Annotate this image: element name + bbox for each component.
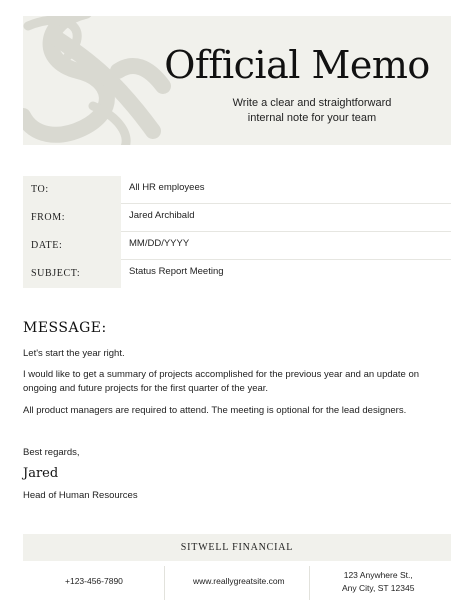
memo-header bbox=[23, 16, 451, 145]
signature-role: Head of Human Resources bbox=[23, 490, 138, 501]
footer-divider bbox=[309, 566, 310, 600]
phone-number: +123-456-7890 bbox=[65, 576, 123, 586]
info-row-to bbox=[23, 176, 451, 204]
footer-divider bbox=[164, 566, 165, 600]
address-line-2: Any City, ST 12345 bbox=[342, 583, 415, 593]
info-label: DATE: bbox=[23, 232, 121, 260]
memo-title: Official Memo bbox=[164, 43, 430, 87]
subtitle-line-1: Write a clear and straightforward bbox=[232, 97, 392, 109]
memo-info-table bbox=[23, 176, 451, 288]
message-paragraph-3: All product managers are required to attend. The meeting is optional for the lead designers. bbox=[23, 405, 407, 416]
message-paragraph-2: I would like to get a summary of projects accomplished for the previous year and an update on ongoing and future projects for the first quarter of the year. bbox=[23, 369, 420, 394]
info-value: MM/DD/YYYY bbox=[121, 232, 451, 260]
closing: Best regards, bbox=[23, 447, 80, 458]
memo-subtitle bbox=[173, 96, 451, 126]
message-heading: MESSAGE: bbox=[23, 320, 107, 336]
info-row-date bbox=[23, 232, 451, 260]
website-link[interactable]: www.reallygreatsite.com bbox=[193, 576, 285, 586]
info-value: All HR employees bbox=[121, 176, 451, 204]
info-value: Status Report Meeting bbox=[129, 266, 224, 277]
info-value: Jared Archibald bbox=[121, 204, 451, 232]
subtitle-line-2: internal note for your team bbox=[247, 112, 377, 124]
address bbox=[342, 569, 414, 595]
message-paragraph-1: Let's start the year right. bbox=[23, 348, 125, 359]
contact-footer bbox=[23, 566, 451, 600]
address-line-1: 123 Anywhere St., bbox=[343, 570, 413, 580]
info-label: SUBJECT: bbox=[23, 260, 121, 288]
info-row-subject bbox=[23, 260, 451, 288]
company-name: SITWELL FINANCIAL bbox=[23, 534, 451, 561]
signature-name: Jared bbox=[23, 466, 59, 481]
info-row-from bbox=[23, 204, 451, 232]
info-label: TO: bbox=[23, 176, 121, 204]
info-label: FROM: bbox=[23, 204, 121, 232]
